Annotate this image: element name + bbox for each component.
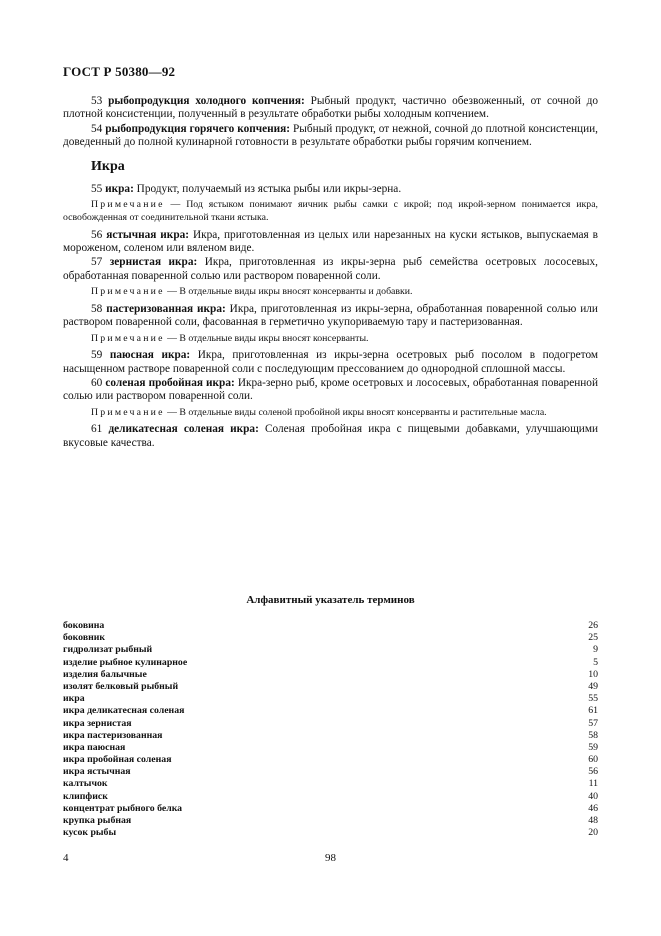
index-term: изолят белковый рыбный <box>63 680 179 692</box>
index-row <box>63 644 598 656</box>
index-number: 5 <box>593 656 598 668</box>
note-label: Примечание <box>91 286 165 298</box>
entry-definition: Икра-зерно рыб, кроме осетровых и лососевых, обработанная поваренной солью или раствором поваренной соли. <box>63 377 598 403</box>
entry-term: деликатесная соленая икра: <box>108 423 259 436</box>
page-number-left: 4 <box>63 852 69 864</box>
index-row <box>63 778 598 790</box>
term-entry-60 <box>63 377 598 404</box>
index-number: 40 <box>588 790 598 802</box>
note-1 <box>63 199 598 224</box>
index-number: 61 <box>588 705 598 717</box>
entry-term: рыбопродукция горячего копчения: <box>105 122 291 135</box>
index-term: кусок рыбы <box>63 827 117 839</box>
entry-term: зернистая икра: <box>109 256 198 269</box>
section-heading: Икра <box>91 158 125 174</box>
index-number: 57 <box>588 717 598 729</box>
document-body <box>63 95 598 451</box>
entry-number: 56 <box>91 228 103 241</box>
index-row <box>63 742 598 754</box>
entry-term: соленая пробойная икра: <box>105 377 235 390</box>
term-entry-54 <box>63 123 598 150</box>
index-row <box>63 718 598 730</box>
index-row <box>63 693 598 705</box>
index-row <box>63 730 598 742</box>
term-entry-56 <box>63 229 598 256</box>
note-text: — В отдельные виды икры вносят консерванты. <box>167 332 369 344</box>
index-term: клипфиск <box>63 790 108 802</box>
index-row <box>63 766 598 778</box>
index-term: икра <box>63 693 85 705</box>
entry-term: рыбопродукция холодного копчения: <box>108 95 305 107</box>
index-row <box>63 754 598 766</box>
index-number: 26 <box>588 620 598 631</box>
page-number-center: 98 <box>325 852 336 864</box>
entry-definition: Рыбный продукт, от нежной, сочной до плотной консистенции, доведенный до полной кулинарной готовности в результате обработки рыбы горячим копчением. <box>63 122 598 149</box>
index-row <box>63 620 598 632</box>
index-number: 46 <box>588 802 598 814</box>
index-number: 49 <box>588 680 598 692</box>
entry-definition: Икра, приготовленная из икры-зерна осетровых рыб посолом в подогретом насыщенном растворе поваренной соли с последующим прессованием до однородной сплошной массы. <box>63 349 599 375</box>
entry-number: 55 <box>91 183 103 196</box>
index-number: 20 <box>588 827 598 839</box>
index-number: 25 <box>588 632 598 644</box>
index-row <box>63 815 598 827</box>
entry-definition: Рыбный продукт, частично обезвоженный, от сочной до плотной консистенции, полученный в результате обработки рыбы холодным копчением. <box>63 95 598 121</box>
index-term: изделие рыбное кулинарное <box>63 656 188 668</box>
index-term: икра деликатесная соленая <box>63 705 185 717</box>
entry-term: паюсная икра: <box>109 349 191 362</box>
entry-number: 57 <box>91 256 103 269</box>
entry-term: пастеризованная икра: <box>106 302 226 315</box>
index-term: икра зернистая <box>63 717 132 729</box>
index-row <box>63 657 598 669</box>
entry-number: 61 <box>91 423 103 436</box>
index-term: икра ястычная <box>63 766 131 778</box>
index-number: 59 <box>588 741 598 753</box>
note-label: Примечание <box>91 199 165 211</box>
index-term: икра паюсная <box>63 741 126 753</box>
note-label: Примечание <box>91 332 165 344</box>
index-number: 56 <box>588 766 598 778</box>
index-term: крупка рыбная <box>63 815 132 826</box>
index-term: боковина <box>63 620 105 631</box>
index-number: 48 <box>588 815 598 826</box>
index-number: 11 <box>588 778 598 790</box>
index-term: калтычок <box>63 778 108 790</box>
entry-term: ястычная икра: <box>106 228 190 241</box>
entry-definition: Икра, приготовленная из целых или нарезанных на куски ястыков, выпускаемая в мороженом, соленом или вяленом виде. <box>63 228 599 255</box>
index-row <box>63 681 598 693</box>
index-title: Алфавитный указатель терминов <box>246 594 415 606</box>
note-2 <box>63 286 598 299</box>
index-row <box>63 669 598 681</box>
entry-definition: Икра, приготовленная из икры-зерна рыб семейства осетровых лососевых, обработанная поваренной солью или раствором поваренной соли. <box>63 256 598 282</box>
entry-term: икра: <box>105 183 134 196</box>
index-term: гидролизат рыбный <box>63 644 153 656</box>
document-header: ГОСТ Р 50380—92 <box>63 64 176 79</box>
index-term: икра пастеризованная <box>63 729 163 741</box>
alphabetical-index <box>63 620 598 839</box>
index-term: икра пробойная соленая <box>63 754 172 766</box>
entry-number: 53 <box>91 95 103 107</box>
index-number: 58 <box>588 729 598 741</box>
index-number: 10 <box>588 668 598 680</box>
entry-number: 58 <box>91 302 103 315</box>
note-text: — Под ястыком понимают яичник рыбы самки с икрой; под икрой-зерном понимается икра, освобожденная от соединительной ткани ястыка. <box>63 199 599 224</box>
index-term: концентрат рыбного белка <box>63 802 183 814</box>
index-number: 9 <box>593 644 598 656</box>
index-term: боковник <box>63 632 106 644</box>
index-row <box>63 632 598 644</box>
term-entry-61 <box>63 423 598 450</box>
term-entry-55 <box>63 183 598 196</box>
index-number: 60 <box>588 754 598 766</box>
index-row <box>63 705 598 717</box>
entry-definition: Икра, приготовленная из икры-зерна, обработанная поваренной солью или раствором поваренной соли, фасованная в герметично укупориваемую тару и пастеризованная. <box>63 302 598 329</box>
note-text: — В отдельные виды икры вносят консерванты и добавки. <box>167 286 413 298</box>
note-4 <box>63 407 598 420</box>
entry-number: 60 <box>91 377 103 390</box>
index-row <box>63 827 598 839</box>
note-3 <box>63 333 598 346</box>
entry-number: 59 <box>91 349 103 362</box>
term-entry-57 <box>63 256 598 283</box>
index-term: изделия балычные <box>63 668 147 680</box>
entry-definition: Продукт, получаемый из ястыка рыбы или икры-зерна. <box>136 183 402 196</box>
term-entry-59 <box>63 349 598 376</box>
term-entry-53 <box>63 95 598 122</box>
entry-definition: Соленая пробойная икра с пищевыми добавками, улучшающими вкусовые качества. <box>63 423 599 449</box>
term-entry-58 <box>63 303 598 330</box>
entry-number: 54 <box>91 122 103 135</box>
note-label: Примечание <box>91 406 165 418</box>
index-number: 55 <box>588 693 598 705</box>
index-row <box>63 791 598 803</box>
note-text: — В отдельные виды соленой пробойной икры вносят консерванты и растительные масла. <box>167 406 547 418</box>
index-row <box>63 803 598 815</box>
